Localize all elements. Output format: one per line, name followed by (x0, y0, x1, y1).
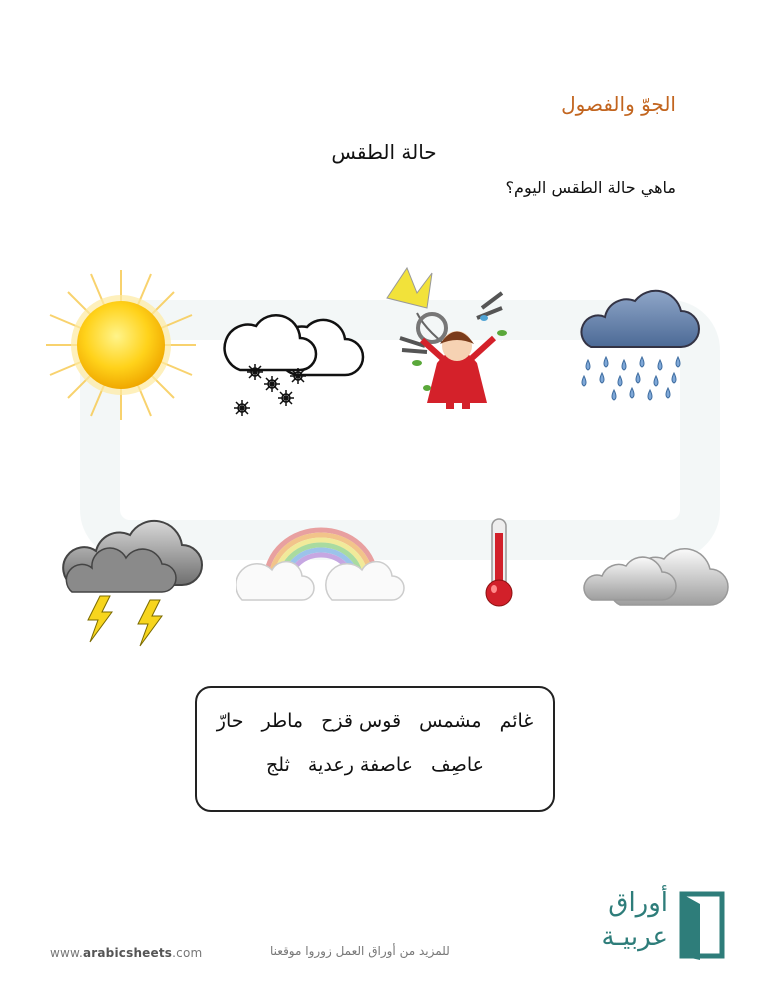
logo-line-1: أوراق (608, 888, 668, 918)
word-rainbow: قوس قزح (321, 710, 402, 732)
lesson-title: حالة الطقس (331, 140, 437, 164)
website-prefix: www. (50, 946, 83, 960)
word-sunny: مشمس (419, 710, 482, 732)
word-bank (195, 686, 555, 812)
word-hot: حارّ (216, 710, 244, 732)
logo-line-2: عربيـة (601, 922, 668, 952)
word-windy: عاصِف (431, 754, 484, 776)
website-url[interactable] (50, 946, 202, 960)
question-text: ماهي حالة الطقس اليوم؟ (505, 178, 676, 197)
snow-cloud-icon (220, 280, 390, 450)
unit-title: الجوّ والفصول (561, 92, 676, 116)
book-icon (678, 890, 728, 960)
word-bank-row-1 (197, 710, 553, 732)
rainbow-icon (236, 500, 406, 670)
word-rainy: ماطر (261, 710, 304, 732)
arabic-sheets-logo (578, 884, 728, 964)
thunderstorm-icon (52, 500, 222, 670)
word-snow: ثلج (266, 754, 290, 776)
thermometer-icon (414, 505, 584, 675)
cloudy-icon (580, 500, 750, 670)
word-cloudy: غائم (499, 710, 534, 732)
sun-icon (36, 260, 206, 430)
website-brand: arabicsheets (82, 946, 173, 960)
rain-cloud-icon (566, 272, 736, 442)
visit-site-text: للمزيد من أوراق العمل زوروا موقعنا (270, 944, 450, 958)
word-bank-row-2 (197, 754, 553, 776)
windy-girl-icon (372, 258, 542, 428)
word-thunderstorm: عاصفة رعدية (307, 754, 413, 776)
website-suffix: .com (172, 946, 203, 960)
